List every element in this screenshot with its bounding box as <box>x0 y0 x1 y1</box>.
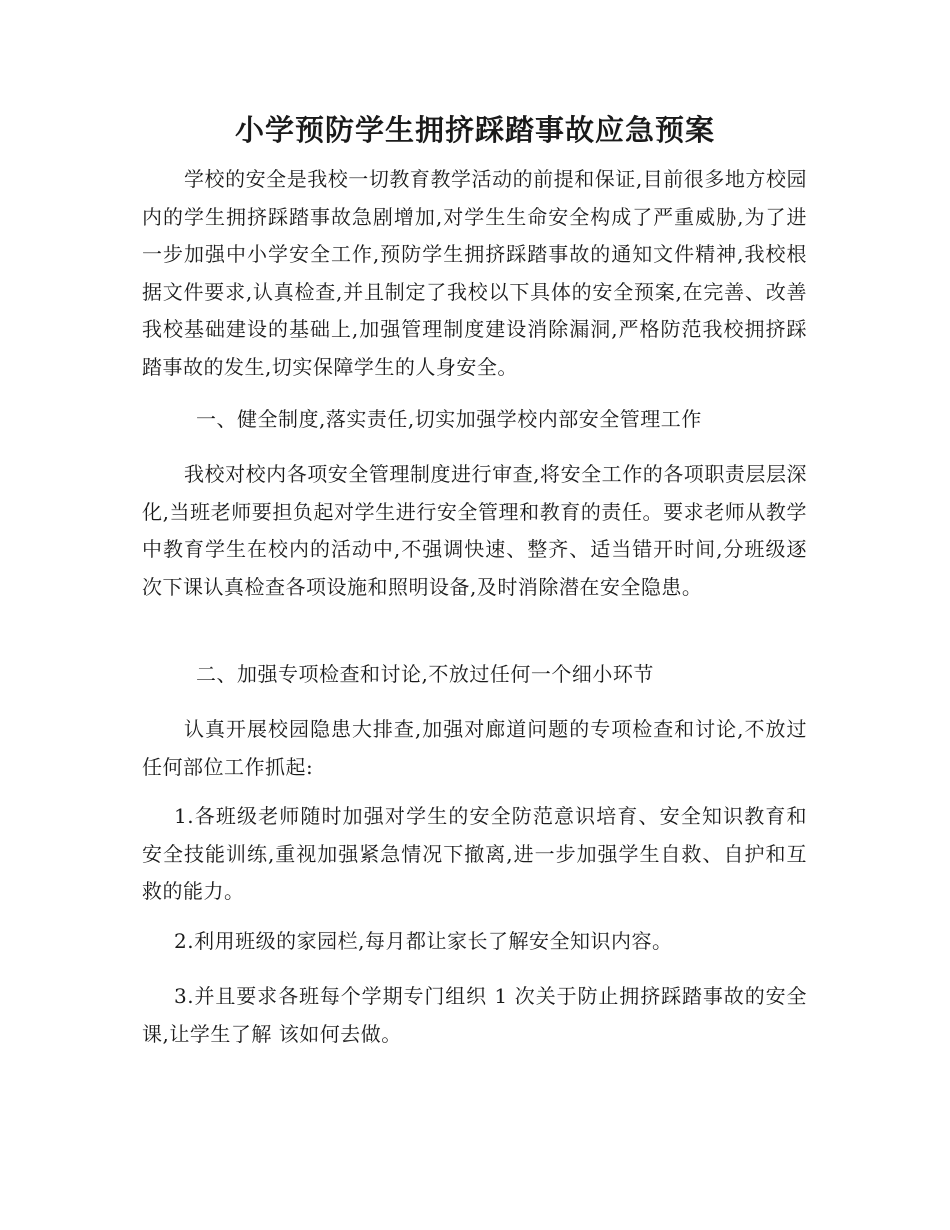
list-item-2: 2.利用班级的家园栏,每月都让家长了解安全知识内容。 <box>174 929 673 953</box>
section-2-paragraph: 认真开展校园隐患大排查,加强对廊道问题的专项检查和讨论,不放过任何部位工作抓起: <box>142 717 807 779</box>
section-1-heading: 一、健全制度,落实责任,切实加强学校内部安全管理工作 <box>196 407 702 431</box>
list-item-1: 1.各班级老师随时加强对学生的安全防范意识培育、安全知识教育和安全技能训练,重视加强紧急情况下撤离,进一步加强学生自救、自护和互救的能力。 <box>142 804 807 904</box>
list-item-3: 3.并且要求各班每个学期专门组织 1 次关于防止拥挤踩踏事故的安全课,让学生了解 该如何去做。 <box>142 984 807 1046</box>
section-1-paragraph: 我校对校内各项安全管理制度进行审查,将安全工作的各项职责层层深化,当班老师要担负起对学生进行安全管理和教育的责任。要求老师从教学中教育学生在校内的活动中,不强调快速、整齐、适当错开时间,分班级逐次下课认真检查各项设施和照明设备,及时消除潜在安全隐患。 <box>142 462 807 599</box>
document-title: 小学预防学生拥挤踩踏事故应急预案 <box>234 113 715 147</box>
section-2-heading: 二、加强专项检查和讨论,不放过任何一个细小环节 <box>196 662 654 686</box>
intro-paragraph: 学校的安全是我校一切教育教学活动的前提和保证,目前很多地方校园内的学生拥挤踩踏事故急剧增加,对学生生命安全构成了严重威胁,为了进一步加强中小学安全工作,预防学生拥挤踩踏事故的通知文件精神,我校根据文件要求,认真检查,并且制定了我校以下具体的安全预案,在完善、改善我校基础建设的基础上,加强管理制度建设消除漏洞,严格防范我校拥挤踩踏事故的发生,切实保障学生的人身安全。 <box>142 167 807 379</box>
